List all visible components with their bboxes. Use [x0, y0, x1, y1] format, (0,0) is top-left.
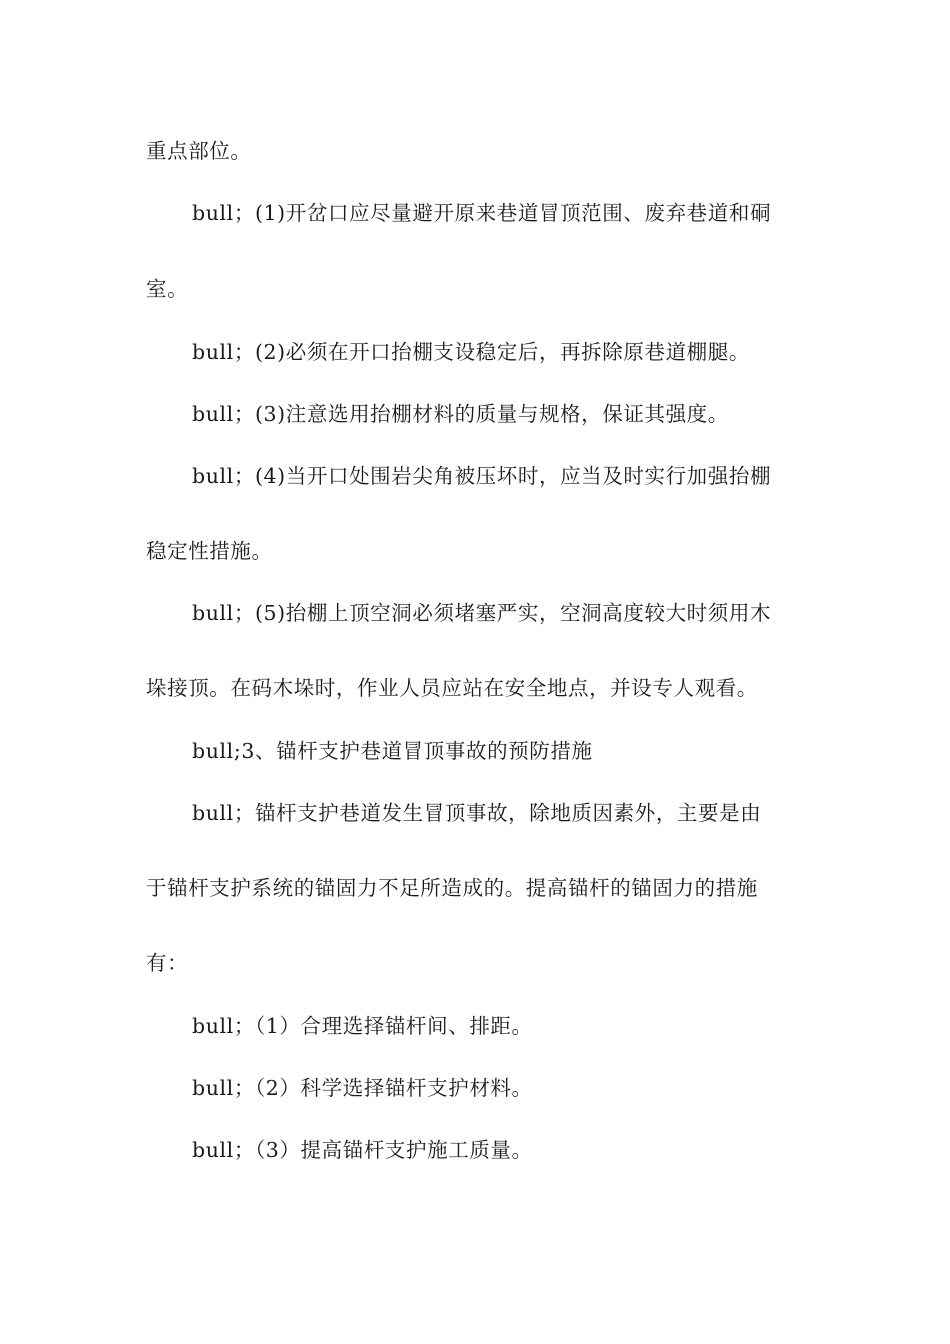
text-line-12: 于锚杆支护系统的锚固力不足所造成的。提高锚杆的锚固力的措施 [146, 876, 758, 900]
text-line-13: 有： [146, 951, 189, 975]
text-line-8: bull；(5)抬棚上顶空洞必须堵塞严实，空洞高度较大时须用木 [192, 601, 772, 625]
text-line-3: 室。 [146, 277, 189, 301]
text-line-7: 稳定性措施。 [146, 539, 273, 563]
text-line-1: 重点部位。 [146, 139, 252, 163]
text-line-16: bull；（3）提高锚杆支护施工质量。 [192, 1138, 533, 1162]
text-line-6: bull；(4)当开口处围岩尖角被压坏时，应当及时实行加强抬棚 [192, 464, 772, 488]
text-line-15: bull；（2）科学选择锚杆支护材料。 [192, 1076, 533, 1100]
text-line-11: bull；锚杆支护巷道发生冒顶事故，除地质因素外，主要是由 [192, 801, 762, 825]
text-line-14: bull；（1）合理选择锚杆间、排距。 [192, 1014, 533, 1038]
text-line-4: bull；(2)必须在开口抬棚支设稳定后，再拆除原巷道棚腿。 [192, 340, 750, 364]
text-line-10: bull;3、锚杆支护巷道冒顶事故的预防措施 [192, 739, 593, 763]
text-line-5: bull；(3)注意选用抬棚材料的质量与规格，保证其强度。 [192, 402, 729, 426]
text-line-9: 垛接顶。在码木垛时，作业人员应站在安全地点，并设专人观看。 [146, 676, 758, 700]
text-line-2: bull；(1)开岔口应尽量避开原来巷道冒顶范围、废弃巷道和硐 [192, 201, 772, 225]
